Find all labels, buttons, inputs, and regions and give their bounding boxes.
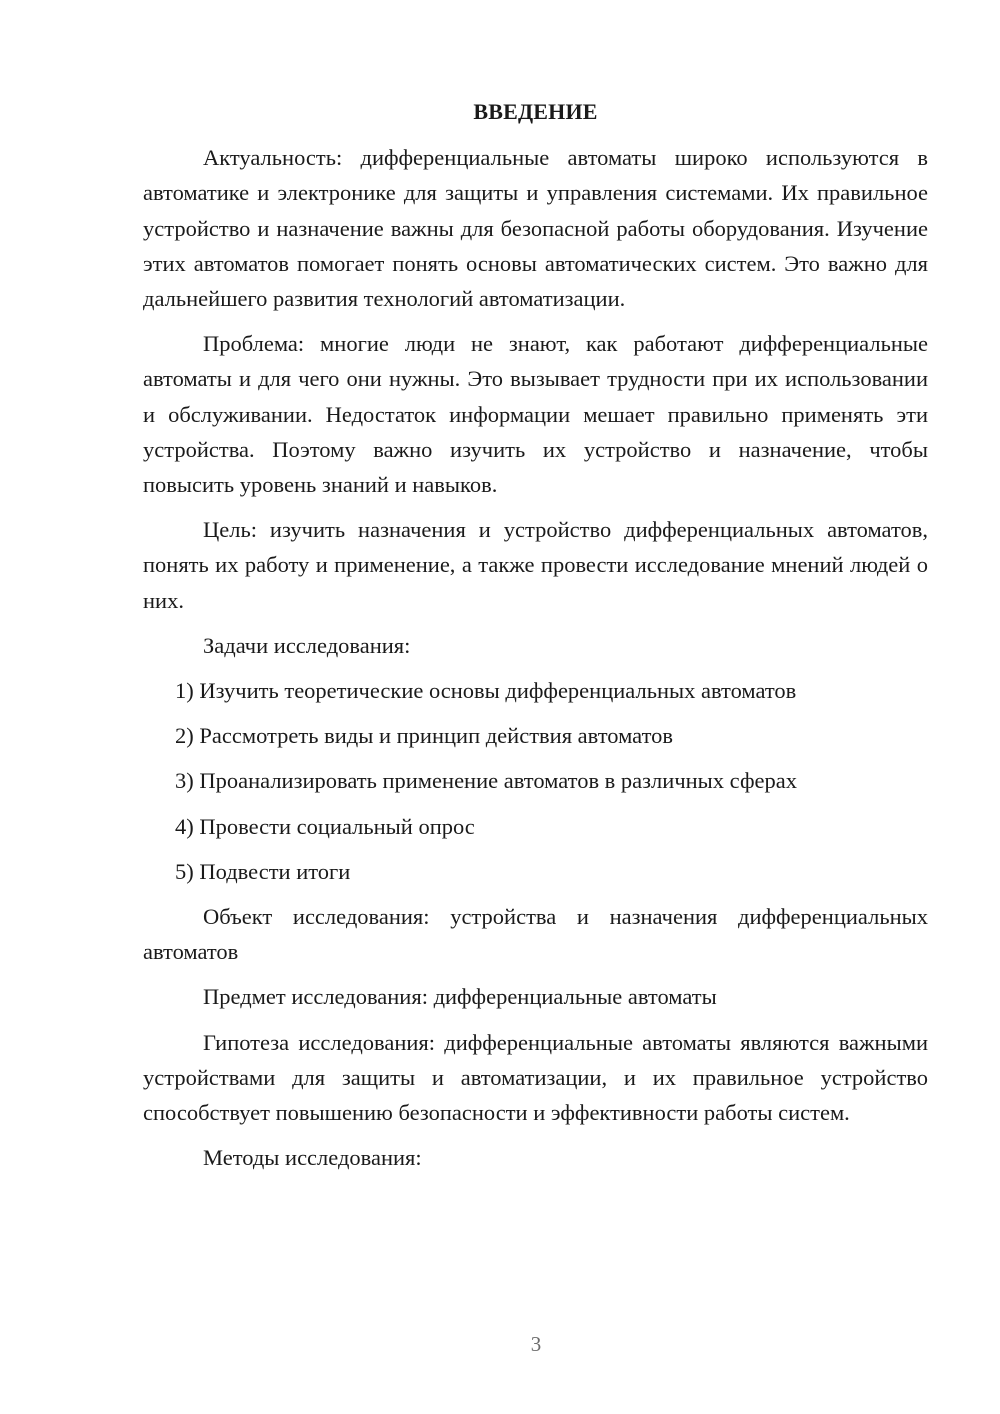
- goal-paragraph: Цель: изучить назначения и устройство дифференциальных автоматов, понять их работу и применение, а также провести исследование мнений людей о них.: [143, 517, 928, 613]
- page-number: 3: [530, 1332, 542, 1356]
- list-item: 5) Подвести итоги: [175, 858, 351, 884]
- tasks-title: Задачи исследования:: [203, 632, 411, 658]
- page-heading: ВВЕДЕНИЕ: [473, 99, 598, 124]
- page-content: [143, 94, 928, 1185]
- tasks-list: [143, 673, 928, 889]
- object-paragraph: Объект исследования: устройства и назначения дифференциальных автоматов: [143, 904, 928, 965]
- methods-title: Методы исследования:: [203, 1145, 422, 1171]
- list-item: 2) Рассмотреть виды и принцип действия автоматов: [175, 723, 673, 749]
- hypothesis-paragraph: Гипотеза исследования: дифференциальные автоматы являются важными устройствами для защиты и автоматизации, и их правильное устройство способствует повышению безопасности и эффективности работы систем.: [143, 1029, 928, 1126]
- list-item: 1) Изучить теоретические основы дифференциальных автоматов: [175, 678, 797, 704]
- problem-paragraph: Проблема: многие люди не знают, как работают дифференциальные автоматы и для чего они нужны. Это вызывает трудности при их использовании и обслуживании. Недостаток информации мешает правильно применять эти устройства. Поэтому важно изучить их устройство и назначение, чтобы повысить уровень знаний и навыков.: [143, 331, 928, 498]
- list-item: 4) Провести социальный опрос: [175, 813, 475, 839]
- subject-paragraph: Предмет исследования: дифференциальные автоматы: [203, 984, 717, 1010]
- relevance-paragraph: Актуальность: дифференциальные автоматы широко используются в автоматике и электронике для защиты и управления системами. Их правильное устройство и назначение важны для безопасной работы оборудования. Изучение этих автоматов помогает понять основы автоматических систем. Это важно для дальнейшего развития технологий автоматизации.: [143, 145, 928, 312]
- list-item: 3) Проанализировать применение автоматов в различных сферах: [175, 768, 797, 794]
